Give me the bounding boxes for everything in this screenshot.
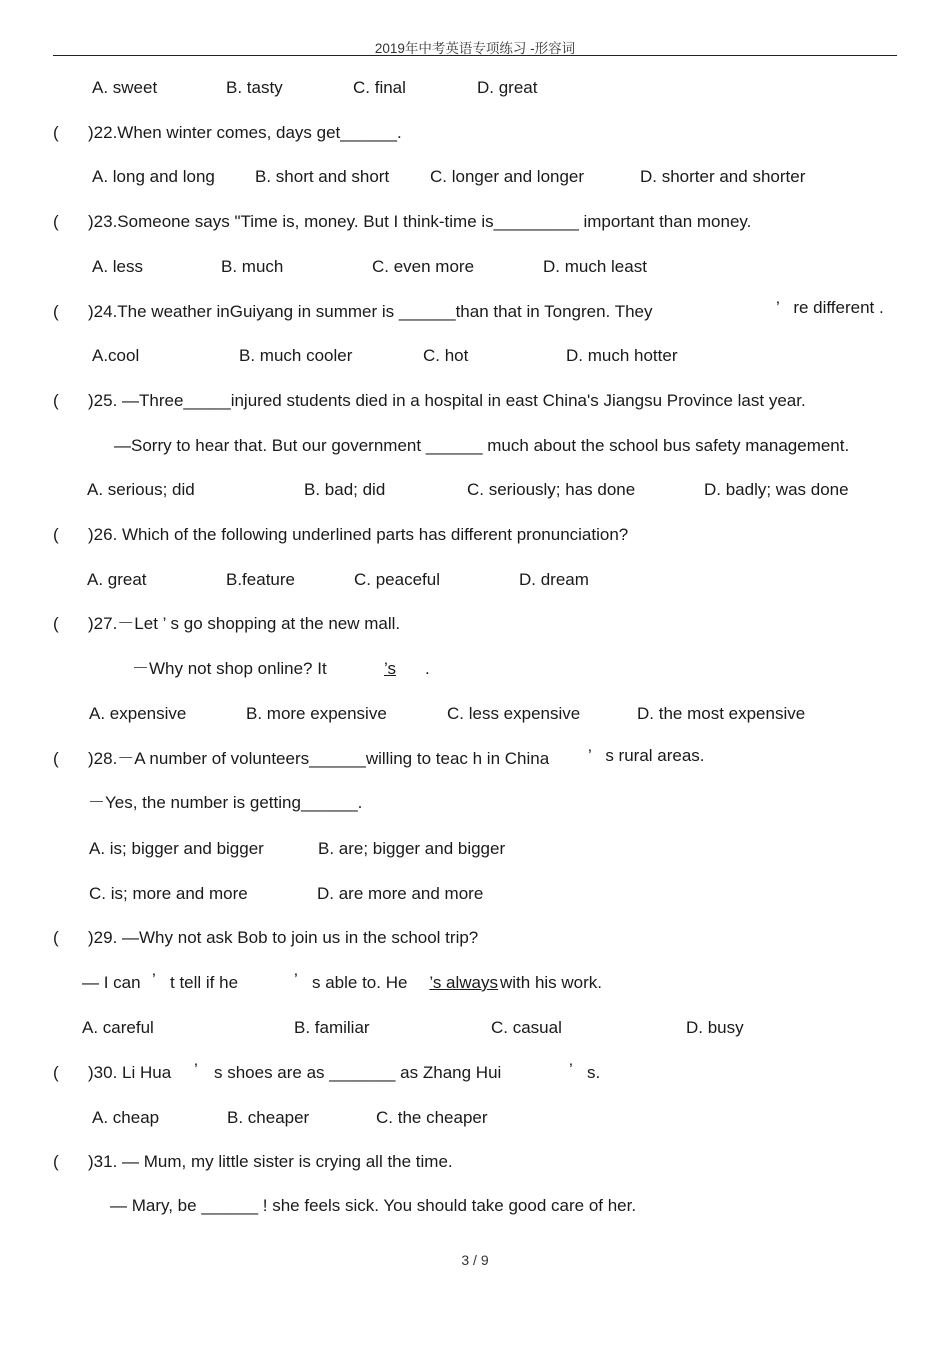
q21-option-a: A. sweet [92, 78, 158, 97]
q27-text: )27.－Let ’ s go shopping at the new mall. [88, 614, 401, 633]
q27-option-a: A. expensive [89, 704, 187, 723]
q30-paren: ( [53, 1063, 59, 1082]
q29-text2-part3: s able to. He [312, 973, 408, 992]
q29-text2-part2: t tell if he [170, 973, 239, 992]
q21-option-d: D. great [477, 78, 538, 97]
q30-option-a: A. cheap [92, 1108, 160, 1127]
q24-option-d: D. much hotter [566, 346, 678, 365]
q21-option-c: C. final [353, 78, 406, 97]
q25-text: )25. —Three_____injured students died in a hospital in east China's Jiangsu Province last year. [88, 391, 806, 410]
header-rule [53, 55, 897, 56]
q27-text2-end: . [425, 659, 430, 678]
q25-paren: ( [53, 391, 59, 410]
q28-text2: －Yes, the number is getting______. [88, 793, 363, 812]
q30-option-c: C. the cheaper [376, 1108, 488, 1127]
q27-text2: －Why not shop online? It [132, 659, 327, 678]
q26-option-d: D. dream [519, 570, 589, 589]
q22-paren: ( [53, 123, 59, 142]
q23-option-b: B. much [221, 257, 284, 276]
q26-option-b: B.feature [226, 570, 295, 589]
q28-text: )28.－A number of volunteers______willing to teac h in China [88, 749, 550, 768]
q31-text2: — Mary, be ______ ! she feels sick. You should take good care of her. [110, 1196, 637, 1215]
page-number: 3 / 9 [461, 1252, 489, 1268]
page-header: 2019年中考英语专项练习 -形容词 [374, 41, 576, 56]
q23-option-d: D. much least [543, 257, 647, 276]
q24-text: )24.The weather inGuiyang in summer is ______than that in Tongren. They [88, 302, 653, 321]
q26-option-a: A. great [87, 570, 147, 589]
q24-paren: ( [53, 302, 59, 321]
q26-text: )26. Which of the following underlined parts has different pronunciation? [88, 525, 629, 544]
q29-text2-part1: — I can [82, 973, 141, 992]
q29-paren: ( [53, 928, 59, 947]
q24-option-c: C. hot [423, 346, 469, 365]
q25-option-b: B. bad; did [304, 480, 386, 499]
q28-option-a: A. is; bigger and bigger [89, 839, 264, 858]
q22-option-a: A. long and long [92, 167, 215, 186]
q25-text2: —Sorry to hear that. But our government ______ much about the school bus safety management. [114, 436, 850, 455]
q24-text-tail: ’ re different . [776, 298, 884, 317]
q30-text-end: s. [587, 1063, 601, 1082]
q28-option-b: B. are; bigger and bigger [318, 839, 506, 858]
q28-option-d: D. are more and more [317, 884, 484, 903]
q27-blank: ’s [384, 659, 396, 678]
q29-option-a: A. careful [82, 1018, 154, 1037]
q21-option-b: B. tasty [226, 78, 283, 97]
q30-text-mid: s shoes are as _______ as Zhang Hui [214, 1063, 502, 1082]
q28-paren: ( [53, 749, 59, 768]
q29-text2-apos2: ’ [294, 970, 298, 989]
q30-apos2: ’ [569, 1060, 573, 1079]
q27-paren: ( [53, 614, 59, 633]
q23-text: )23.Someone says "Time is, money. But I think-time is_________ important than money. [88, 212, 752, 231]
q29-option-d: D. busy [686, 1018, 744, 1037]
q28-option-c: C. is; more and more [89, 884, 248, 903]
q25-option-d: D. badly; was done [704, 480, 849, 499]
q30-option-b: B. cheaper [227, 1108, 310, 1127]
q29-blank: ’s always [429, 973, 498, 992]
q23-option-a: A. less [92, 257, 144, 276]
q22-option-b: B. short and short [255, 167, 390, 186]
q23-paren: ( [53, 212, 59, 231]
q25-option-a: A. serious; did [87, 480, 195, 499]
q27-option-b: B. more expensive [246, 704, 387, 723]
q29-text2-part4: with his work. [500, 973, 603, 992]
q22-option-d: D. shorter and shorter [640, 167, 806, 186]
q27-option-c: C. less expensive [447, 704, 581, 723]
q29-option-c: C. casual [491, 1018, 562, 1037]
q22-option-c: C. longer and longer [430, 167, 585, 186]
q29-text2-apos1: ’ [152, 970, 156, 989]
q26-option-c: C. peaceful [354, 570, 440, 589]
q31-text: )31. — Mum, my little sister is crying all the time. [88, 1152, 453, 1171]
q24-option-a: A.cool [92, 346, 140, 365]
q29-option-b: B. familiar [294, 1018, 370, 1037]
q25-option-c: C. seriously; has done [467, 480, 636, 499]
q27-option-d: D. the most expensive [637, 704, 806, 723]
q29-text: )29. —Why not ask Bob to join us in the school trip? [88, 928, 479, 947]
q26-paren: ( [53, 525, 59, 544]
q30-apos1: ’ [194, 1060, 198, 1079]
q22-text: )22.When winter comes, days get______. [88, 123, 402, 142]
q24-option-b: B. much cooler [239, 346, 353, 365]
q23-option-c: C. even more [372, 257, 475, 276]
q31-paren: ( [53, 1152, 59, 1171]
q28-text-tail: ’ s rural areas. [588, 746, 705, 765]
q30-text: )30. Li Hua [88, 1063, 172, 1082]
